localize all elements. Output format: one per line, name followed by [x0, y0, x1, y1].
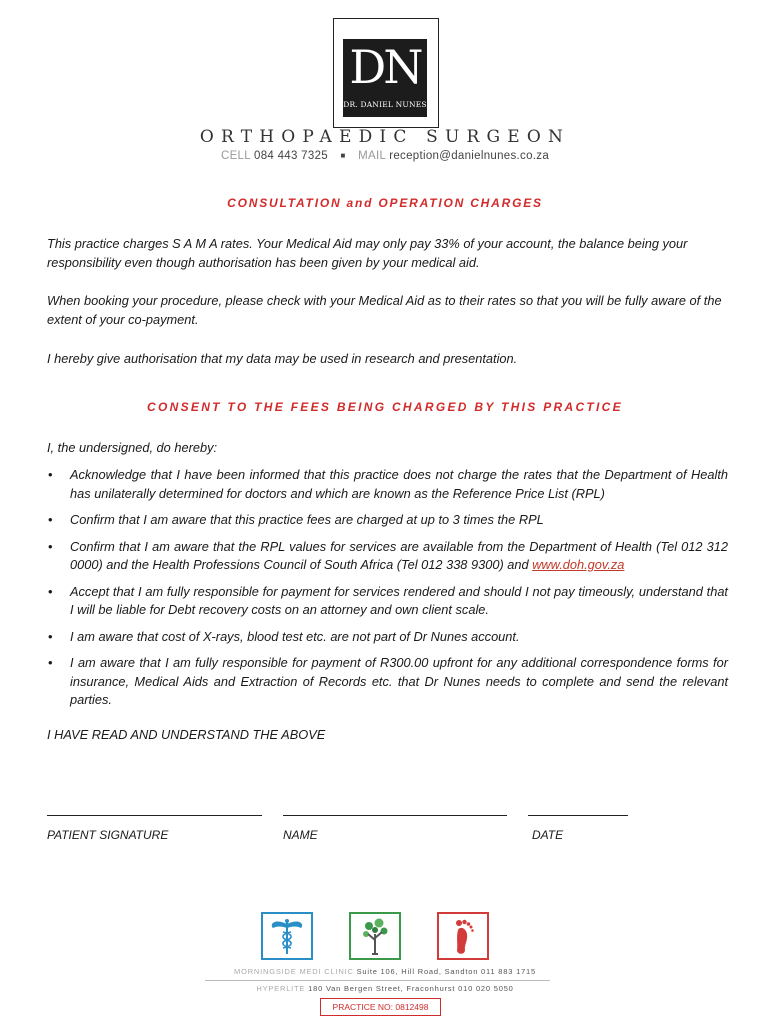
consent-item-upfront-payment — [47, 654, 728, 710]
consent-item-xray-costs — [47, 628, 728, 647]
charges-paragraph-booking: When booking your procedure, please check with your Medical Aid as to their rates so that you will be fully aware of the extent of your co-payment. — [47, 293, 722, 327]
footprint-icon — [437, 912, 489, 960]
name-label: NAME — [283, 828, 318, 842]
bullet-icon: • — [48, 512, 53, 527]
bullet-icon: • — [48, 655, 53, 670]
logo-monogram: DN — [349, 40, 421, 94]
footer-divider — [205, 980, 550, 981]
consent-item-acknowledge-rpl — [47, 466, 728, 503]
name-line[interactable] — [283, 815, 507, 816]
footer-clinic-address: Suite 106, Hill Road, Sandton 011 883 1715 — [356, 967, 536, 976]
date-line[interactable] — [528, 815, 628, 816]
cell-label: CELL — [220, 150, 251, 162]
bullet-icon: • — [48, 538, 53, 554]
footer-hyperlite-address: 180 Van Bergen Street, Fraconhurst 010 020 5050 — [308, 984, 514, 993]
practice-number-badge: PRACTICE NO: 0812498 — [320, 998, 441, 1016]
data-authorisation-paragraph: I hereby give authorisation that my data may be used in research and presentation. — [47, 351, 518, 366]
practice-logo — [333, 18, 439, 128]
consent-item-text: Confirm that I am aware that the RPL values for services are available from the Department of Health (Tel 012 312 0000) and the Health Professions Council of South Africa (Tel 012 338 9300) and — [70, 538, 728, 572]
caduceus-icon — [261, 912, 313, 960]
consent-heading: CONSENT TO THE FEES BEING CHARGED BY THIS PRACTICE — [147, 400, 623, 414]
consent-list — [47, 466, 728, 718]
consent-item-rpl-availability — [47, 538, 728, 575]
doh-website-link[interactable]: www.doh.gov.za — [532, 557, 625, 572]
bullet-icon: • — [48, 467, 53, 482]
charges-paragraph-rates: This practice charges S A M A rates. Your Medical Aid may only pay 33% of your account, the balance being your responsibility even though authorisation has been given by your medical aid. — [47, 236, 688, 270]
footer-clinic-label: MORNINGSIDE MEDI CLINIC — [234, 967, 354, 976]
consent-item-text: Accept that I am fully responsible for payment for services rendered and should I not pay timeously, understand that I will be liable for Debt recovery costs on an attorney and own client scale. — [70, 583, 728, 617]
footer-hyperlite-label: HYPERLITE — [256, 984, 306, 993]
patient-signature-line[interactable] — [47, 815, 262, 816]
acknowledgement-statement: I HAVE READ AND UNDERSTAND THE ABOVE — [47, 727, 326, 742]
consent-item-text: I am aware that cost of X-rays, blood test etc. are not part of Dr Nunes account. — [70, 628, 520, 644]
consent-item-text: Confirm that I am aware that this practice fees are charged at up to 3 times the RPL — [70, 512, 544, 527]
tree-of-life-icon — [349, 912, 401, 960]
specialty-title: ORTHOPAEDIC SURGEON — [199, 127, 571, 147]
cell-number: 084 443 7325 — [254, 150, 328, 162]
patient-signature-label: PATIENT SIGNATURE — [47, 828, 169, 842]
separator-square-icon: ■ — [340, 151, 346, 160]
logo-block — [343, 39, 427, 117]
consent-item-payment-responsibility — [47, 583, 728, 620]
footer-address-morningside — [0, 967, 770, 976]
mail-label: MAIL — [358, 150, 386, 162]
logo-name: DR. DANIEL NUNES — [343, 100, 427, 109]
footer-address-hyperlite — [0, 984, 770, 993]
bullet-icon: • — [48, 583, 53, 599]
contact-line — [0, 150, 770, 162]
bullet-icon: • — [48, 628, 53, 644]
consent-intro: I, the undersigned, do hereby: — [47, 440, 218, 455]
consent-item-fees-rpl — [47, 511, 728, 530]
consent-item-text: I am aware that I am fully responsible for payment of R300.00 upfront for any additional correspondence forms for insurance, Medical Aids and Extraction of Records etc. that Dr Nunes needs to complete and send the relevant parties. — [70, 655, 728, 707]
consent-item-text: Acknowledge that I have been informed that this practice does not charge the rates that the Department of Health has unilaterally determined for doctors and which are known as the Reference Price List (RPL) — [70, 467, 728, 501]
email-address[interactable]: reception@danielnunes.co.za — [389, 150, 550, 162]
charges-heading: CONSULTATION and OPERATION CHARGES — [227, 196, 543, 210]
date-label: DATE — [532, 828, 564, 842]
